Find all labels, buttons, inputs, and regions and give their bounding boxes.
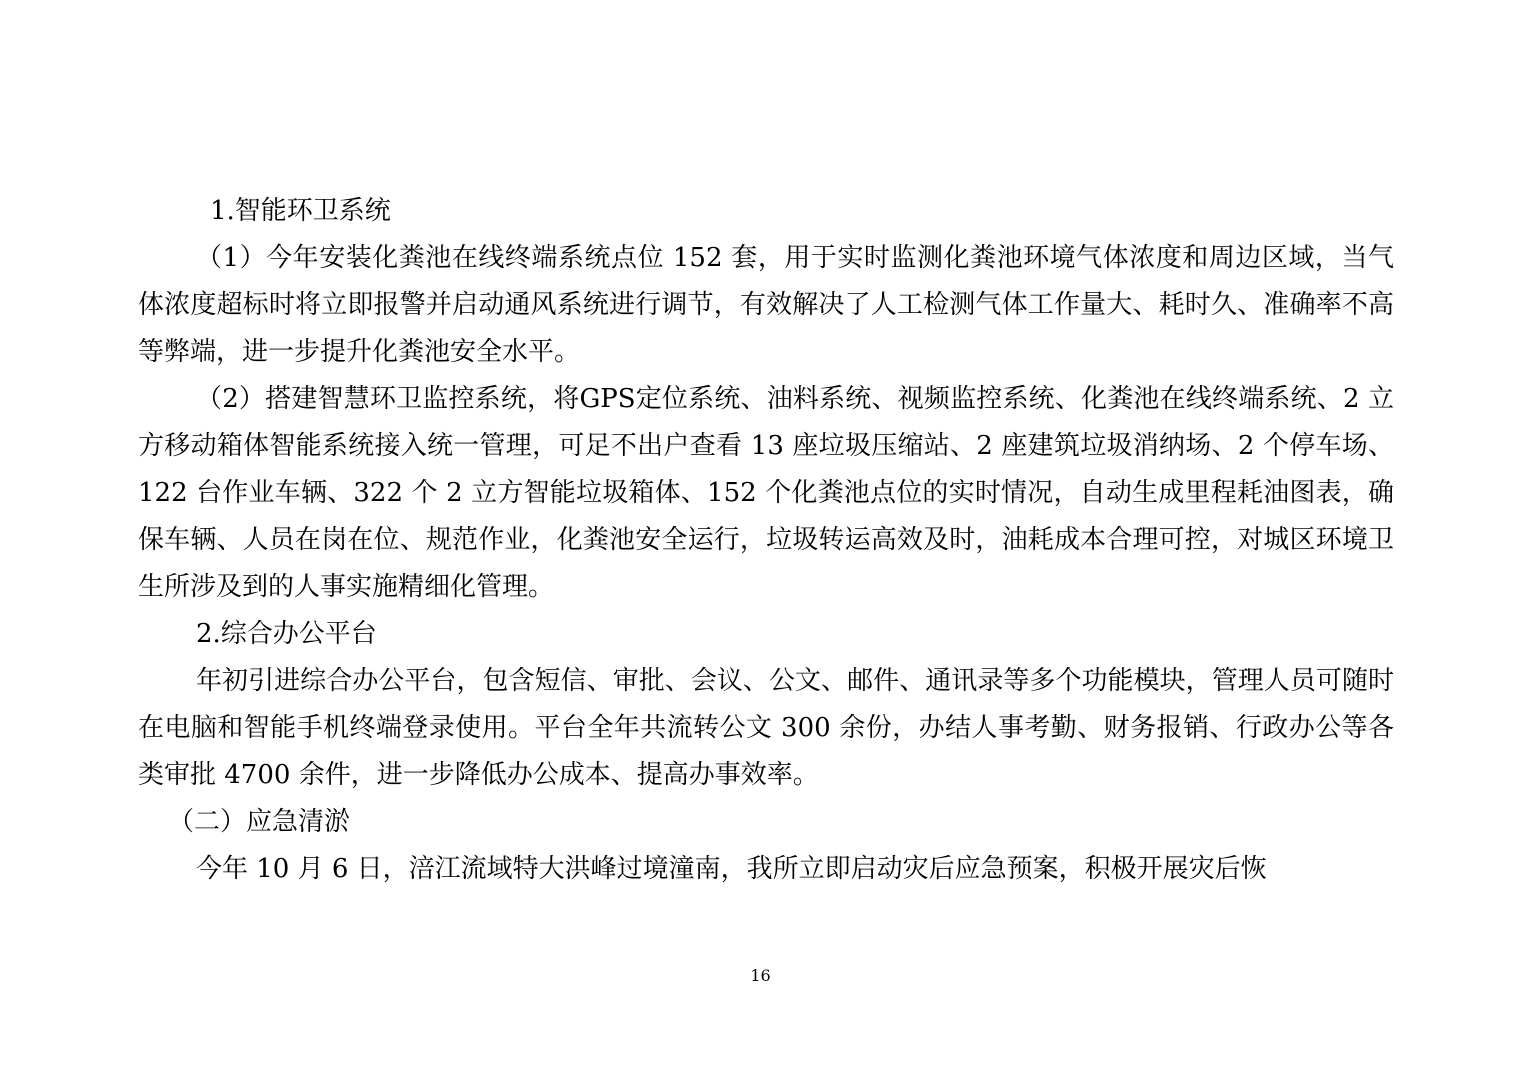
heading-office-platform: 2.综合办公平台	[196, 619, 377, 649]
page-number: 16	[750, 966, 771, 985]
section-heading-emergency-dredging: （二）应急清淤	[168, 807, 351, 837]
paragraph-flood-response: 今年 10 月 6 日，涪江流域特大洪峰过境潼南，我所立即启动灾后应急预案，积极开展灾后恢	[196, 854, 1267, 884]
paragraph-office-platform: 年初引进综合办公平台，包含短信、审批、会议、公文、邮件、通讯录等多个功能模块，管理人员可随时在电脑和智能手机终端登录使用。平台全年共流转公文 300 余份，办结人事考勤、财务报销、行政办公等各类审批 4700 余件，进一步降低办公成本、提高办事效率。	[138, 666, 1394, 790]
paragraph-monitoring-system: （2）搭建智慧环卫监控系统，将GPS定位系统、油料系统、视频监控系统、化粪池在线终端系统、2 立方移动箱体智能系统接入统一管理，可足不出户查看 13 座垃圾压缩站、2 座建筑垃圾消纳场、2 个停车场、122 台作业车辆、322 个 2 立方智能垃圾箱体、152 个化粪池点位的实时情况，自动生成里程耗油图表，确保车辆、人员在岗在位、规范作业，化粪池安全运行，垃圾转运高效及时，油耗成本合理可控，对城区环境卫生所涉及到的人事实施精细化管理。	[138, 384, 1394, 602]
heading-intelligent-sanitation: 1.智能环卫系统	[210, 196, 391, 226]
page-body	[138, 188, 1394, 893]
paragraph-septic-tank-terminals: （1）今年安装化粪池在线终端系统点位 152 套，用于实时监测化粪池环境气体浓度和周边区域，当气体浓度超标时将立即报警并启动通风系统进行调节，有效解决了人工检测气体工作量大、耗时久、准确率不高等弊端，进一步提升化粪池安全水平。	[138, 243, 1394, 367]
